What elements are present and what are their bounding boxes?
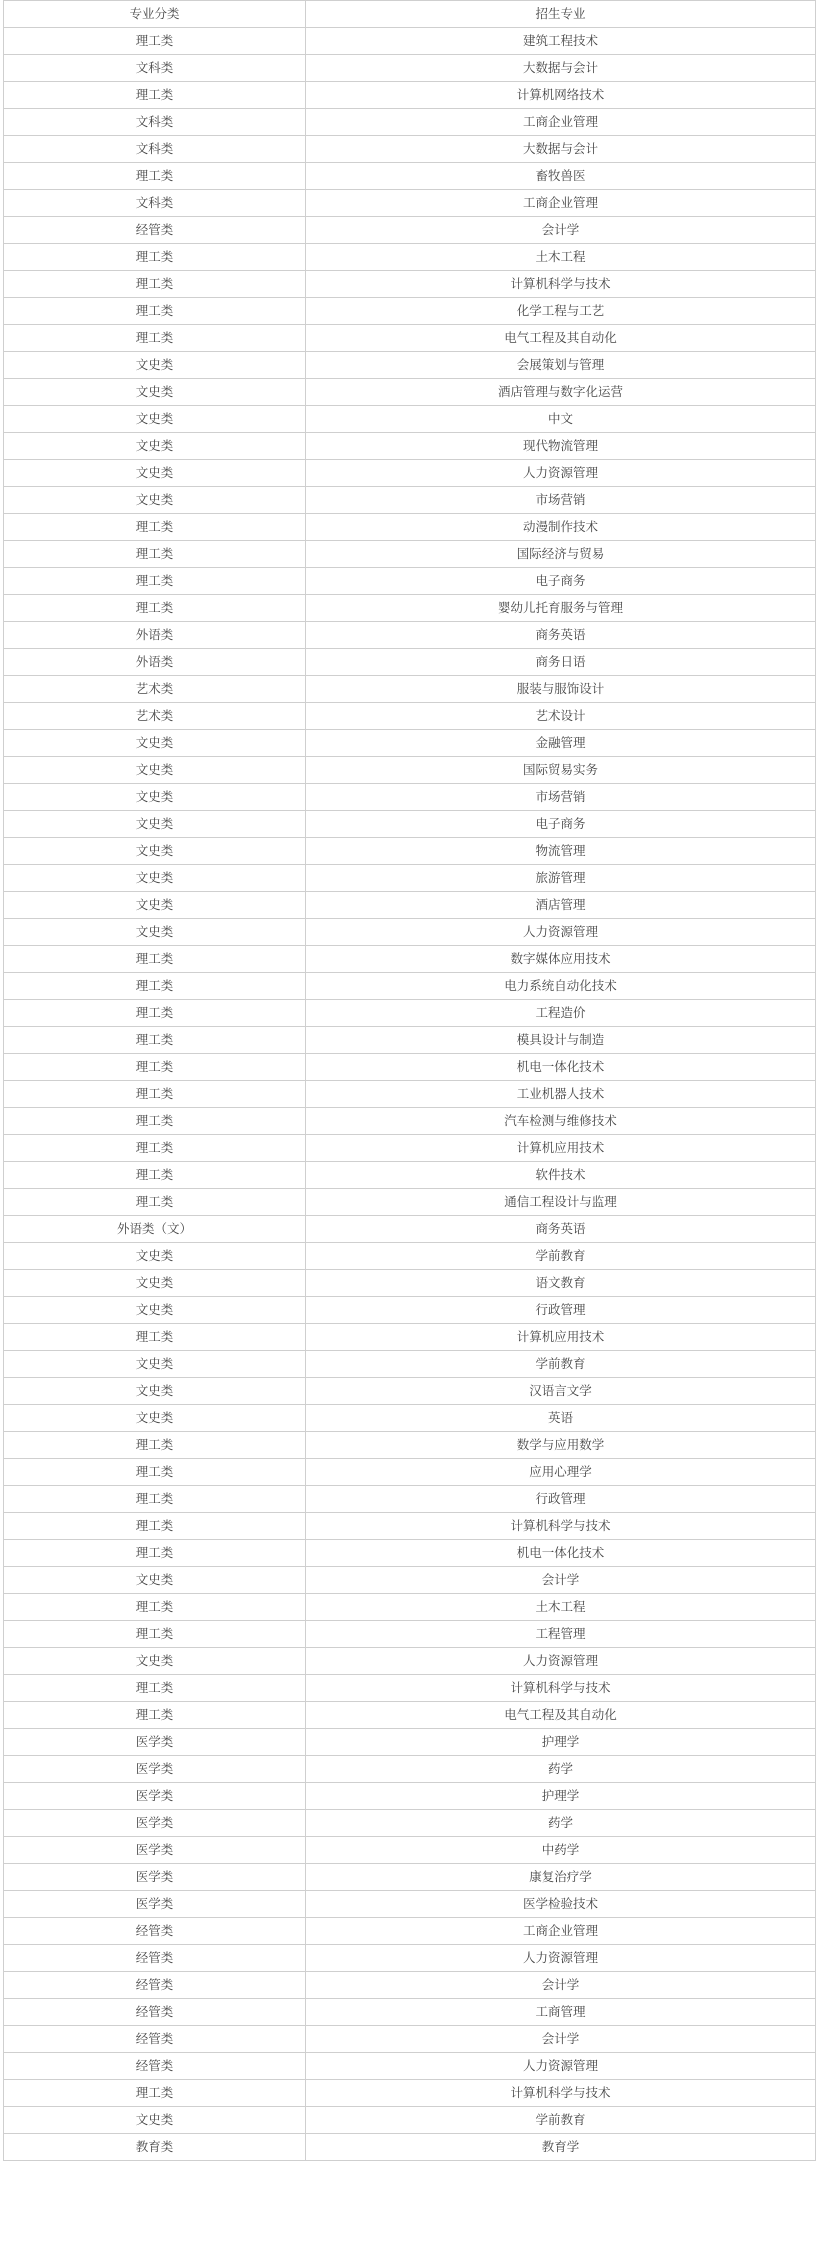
major-cell: 国际经济与贸易 [306, 541, 816, 568]
table-row [4, 2134, 816, 2161]
category-cell: 文科类 [4, 136, 306, 163]
major-cell: 电气工程及其自动化 [306, 1702, 816, 1729]
major-cell: 汽车检测与维修技术 [306, 1108, 816, 1135]
table-row [4, 703, 816, 730]
major-cell: 计算机科学与技术 [306, 1675, 816, 1702]
major-cell: 土木工程 [306, 244, 816, 271]
category-cell: 理工类 [4, 1459, 306, 1486]
major-cell: 工程管理 [306, 1621, 816, 1648]
major-cell: 学前教育 [306, 1243, 816, 1270]
category-cell: 艺术类 [4, 703, 306, 730]
major-cell: 人力资源管理 [306, 919, 816, 946]
major-cell: 建筑工程技术 [306, 28, 816, 55]
category-cell: 文史类 [4, 379, 306, 406]
category-cell: 医学类 [4, 1783, 306, 1810]
major-cell: 人力资源管理 [306, 1945, 816, 1972]
major-cell: 数字媒体应用技术 [306, 946, 816, 973]
major-cell: 电气工程及其自动化 [306, 325, 816, 352]
category-cell: 理工类 [4, 973, 306, 1000]
table-row [4, 541, 816, 568]
major-cell: 计算机科学与技术 [306, 271, 816, 298]
category-cell: 理工类 [4, 298, 306, 325]
major-cell: 护理学 [306, 1783, 816, 1810]
major-cell: 工程造价 [306, 1000, 816, 1027]
table-row [4, 271, 816, 298]
major-cell: 护理学 [306, 1729, 816, 1756]
table-row [4, 1486, 816, 1513]
category-cell: 文史类 [4, 1297, 306, 1324]
category-cell: 理工类 [4, 946, 306, 973]
category-cell: 文史类 [4, 1648, 306, 1675]
category-cell: 理工类 [4, 1162, 306, 1189]
table-row [4, 325, 816, 352]
major-cell: 会计学 [306, 217, 816, 244]
category-cell: 文史类 [4, 433, 306, 460]
table-row [4, 136, 816, 163]
category-cell: 文史类 [4, 1567, 306, 1594]
major-cell: 模具设计与制造 [306, 1027, 816, 1054]
category-cell: 医学类 [4, 1837, 306, 1864]
table-row [4, 2026, 816, 2053]
table-row [4, 595, 816, 622]
table-body [4, 28, 816, 2161]
table-row [4, 1810, 816, 1837]
major-cell: 行政管理 [306, 1486, 816, 1513]
major-cell: 药学 [306, 1810, 816, 1837]
category-cell: 经管类 [4, 1999, 306, 2026]
category-cell: 经管类 [4, 2053, 306, 2080]
category-cell: 文科类 [4, 55, 306, 82]
table-row [4, 82, 816, 109]
category-cell: 理工类 [4, 1054, 306, 1081]
table-row [4, 1081, 816, 1108]
major-cell: 旅游管理 [306, 865, 816, 892]
table-row [4, 1999, 816, 2026]
category-cell: 理工类 [4, 1135, 306, 1162]
table-row [4, 109, 816, 136]
major-cell: 畜牧兽医 [306, 163, 816, 190]
category-cell: 文史类 [4, 811, 306, 838]
major-cell: 动漫制作技术 [306, 514, 816, 541]
header-major: 招生专业 [306, 1, 816, 28]
category-cell: 文史类 [4, 784, 306, 811]
major-cell: 计算机应用技术 [306, 1135, 816, 1162]
major-cell: 会展策划与管理 [306, 352, 816, 379]
table-row [4, 838, 816, 865]
category-cell: 文史类 [4, 865, 306, 892]
major-cell: 计算机网络技术 [306, 82, 816, 109]
category-cell: 理工类 [4, 1324, 306, 1351]
category-cell: 经管类 [4, 1945, 306, 1972]
major-cell: 土木工程 [306, 1594, 816, 1621]
major-cell: 医学检验技术 [306, 1891, 816, 1918]
major-cell: 中文 [306, 406, 816, 433]
category-cell: 文科类 [4, 109, 306, 136]
table-row [4, 1621, 816, 1648]
major-cell: 大数据与会计 [306, 55, 816, 82]
table-row [4, 1000, 816, 1027]
category-cell: 理工类 [4, 568, 306, 595]
category-cell: 文史类 [4, 487, 306, 514]
major-cell: 金融管理 [306, 730, 816, 757]
table-row [4, 379, 816, 406]
table-row [4, 190, 816, 217]
category-cell: 经管类 [4, 217, 306, 244]
table-row [4, 1702, 816, 1729]
table-row [4, 352, 816, 379]
major-cell: 艺术设计 [306, 703, 816, 730]
table-row [4, 217, 816, 244]
category-cell: 理工类 [4, 1108, 306, 1135]
category-cell: 文史类 [4, 892, 306, 919]
category-cell: 外语类（文） [4, 1216, 306, 1243]
category-cell: 文史类 [4, 919, 306, 946]
table-header [4, 1, 816, 28]
category-cell: 文史类 [4, 1243, 306, 1270]
category-cell: 理工类 [4, 1081, 306, 1108]
category-cell: 理工类 [4, 244, 306, 271]
category-cell: 经管类 [4, 2026, 306, 2053]
major-cell: 应用心理学 [306, 1459, 816, 1486]
table-row [4, 1378, 816, 1405]
table-row [4, 1027, 816, 1054]
major-cell: 机电一体化技术 [306, 1054, 816, 1081]
category-cell: 文史类 [4, 1378, 306, 1405]
major-cell: 行政管理 [306, 1297, 816, 1324]
table-row [4, 1729, 816, 1756]
table-row [4, 1756, 816, 1783]
table-row [4, 973, 816, 1000]
table-row [4, 2080, 816, 2107]
table-row [4, 1243, 816, 1270]
table-row [4, 946, 816, 973]
major-cell: 学前教育 [306, 1351, 816, 1378]
table-row [4, 460, 816, 487]
major-cell: 人力资源管理 [306, 1648, 816, 1675]
table-row [4, 55, 816, 82]
major-cell: 会计学 [306, 1567, 816, 1594]
table-row [4, 406, 816, 433]
category-cell: 理工类 [4, 1702, 306, 1729]
category-cell: 文史类 [4, 1270, 306, 1297]
category-cell: 理工类 [4, 325, 306, 352]
category-cell: 外语类 [4, 622, 306, 649]
major-cell: 语文教育 [306, 1270, 816, 1297]
table-row [4, 1864, 816, 1891]
table-row [4, 1837, 816, 1864]
category-cell: 理工类 [4, 541, 306, 568]
table-row [4, 757, 816, 784]
major-cell: 电力系统自动化技术 [306, 973, 816, 1000]
major-cell: 工商管理 [306, 1999, 816, 2026]
major-cell: 康复治疗学 [306, 1864, 816, 1891]
major-cell: 数学与应用数学 [306, 1432, 816, 1459]
table-row [4, 1945, 816, 1972]
major-cell: 商务英语 [306, 1216, 816, 1243]
major-cell: 机电一体化技术 [306, 1540, 816, 1567]
table-row [4, 244, 816, 271]
majors-table [3, 0, 816, 2161]
category-cell: 经管类 [4, 1918, 306, 1945]
table-row [4, 1891, 816, 1918]
major-cell: 物流管理 [306, 838, 816, 865]
category-cell: 文史类 [4, 757, 306, 784]
major-cell: 化学工程与工艺 [306, 298, 816, 325]
category-cell: 文史类 [4, 406, 306, 433]
major-cell: 电子商务 [306, 811, 816, 838]
category-cell: 医学类 [4, 1810, 306, 1837]
major-cell: 英语 [306, 1405, 816, 1432]
category-cell: 理工类 [4, 1594, 306, 1621]
category-cell: 理工类 [4, 595, 306, 622]
major-cell: 服装与服饰设计 [306, 676, 816, 703]
category-cell: 文史类 [4, 838, 306, 865]
table-row [4, 1135, 816, 1162]
category-cell: 文史类 [4, 2107, 306, 2134]
table-row [4, 487, 816, 514]
category-cell: 理工类 [4, 82, 306, 109]
category-cell: 医学类 [4, 1756, 306, 1783]
major-cell: 人力资源管理 [306, 2053, 816, 2080]
major-cell: 工商企业管理 [306, 190, 816, 217]
major-cell: 中药学 [306, 1837, 816, 1864]
table-row [4, 568, 816, 595]
category-cell: 理工类 [4, 1189, 306, 1216]
table-row [4, 919, 816, 946]
major-cell: 工商企业管理 [306, 1918, 816, 1945]
major-cell: 商务英语 [306, 622, 816, 649]
category-cell: 理工类 [4, 271, 306, 298]
table-row [4, 1783, 816, 1810]
table-row [4, 298, 816, 325]
table-row [4, 811, 816, 838]
major-cell: 酒店管理与数字化运营 [306, 379, 816, 406]
major-cell: 酒店管理 [306, 892, 816, 919]
category-cell: 理工类 [4, 2080, 306, 2107]
category-cell: 理工类 [4, 1486, 306, 1513]
table-row [4, 1216, 816, 1243]
table-row [4, 676, 816, 703]
major-cell: 婴幼儿托育服务与管理 [306, 595, 816, 622]
table-row [4, 2053, 816, 2080]
category-cell: 医学类 [4, 1891, 306, 1918]
category-cell: 理工类 [4, 163, 306, 190]
table-row [4, 1108, 816, 1135]
table-row [4, 1297, 816, 1324]
major-cell: 市场营销 [306, 784, 816, 811]
table-row [4, 784, 816, 811]
major-cell: 市场营销 [306, 487, 816, 514]
table-row [4, 1594, 816, 1621]
major-cell: 会计学 [306, 2026, 816, 2053]
table-row [4, 730, 816, 757]
category-cell: 文史类 [4, 460, 306, 487]
major-cell: 大数据与会计 [306, 136, 816, 163]
table-row [4, 1675, 816, 1702]
major-cell: 计算机科学与技术 [306, 2080, 816, 2107]
major-cell: 会计学 [306, 1972, 816, 1999]
table-row [4, 1513, 816, 1540]
category-cell: 文史类 [4, 1351, 306, 1378]
header-category: 专业分类 [4, 1, 306, 28]
category-cell: 理工类 [4, 1540, 306, 1567]
major-cell: 商务日语 [306, 649, 816, 676]
table-row [4, 1540, 816, 1567]
major-cell: 学前教育 [306, 2107, 816, 2134]
major-cell: 人力资源管理 [306, 460, 816, 487]
category-cell: 外语类 [4, 649, 306, 676]
major-cell: 工业机器人技术 [306, 1081, 816, 1108]
category-cell: 文史类 [4, 730, 306, 757]
table-row [4, 28, 816, 55]
table-row [4, 1567, 816, 1594]
table-row [4, 1918, 816, 1945]
category-cell: 文史类 [4, 1405, 306, 1432]
category-cell: 理工类 [4, 514, 306, 541]
table-row [4, 1648, 816, 1675]
major-cell: 软件技术 [306, 1162, 816, 1189]
table-row [4, 622, 816, 649]
category-cell: 理工类 [4, 1513, 306, 1540]
major-cell: 计算机科学与技术 [306, 1513, 816, 1540]
table-row [4, 649, 816, 676]
major-cell: 药学 [306, 1756, 816, 1783]
major-cell: 通信工程设计与监理 [306, 1189, 816, 1216]
table-row [4, 1054, 816, 1081]
table-row [4, 1405, 816, 1432]
major-cell: 国际贸易实务 [306, 757, 816, 784]
major-cell: 工商企业管理 [306, 109, 816, 136]
category-cell: 医学类 [4, 1864, 306, 1891]
major-cell: 电子商务 [306, 568, 816, 595]
major-cell: 计算机应用技术 [306, 1324, 816, 1351]
table-row [4, 1324, 816, 1351]
table-row [4, 865, 816, 892]
category-cell: 文科类 [4, 190, 306, 217]
category-cell: 理工类 [4, 1027, 306, 1054]
header-row [4, 1, 816, 28]
major-cell: 汉语言文学 [306, 1378, 816, 1405]
table-row [4, 1351, 816, 1378]
table-row [4, 892, 816, 919]
category-cell: 理工类 [4, 1675, 306, 1702]
category-cell: 医学类 [4, 1729, 306, 1756]
table-row [4, 163, 816, 190]
major-cell: 教育学 [306, 2134, 816, 2161]
category-cell: 理工类 [4, 1432, 306, 1459]
category-cell: 文史类 [4, 352, 306, 379]
table-row [4, 1162, 816, 1189]
category-cell: 理工类 [4, 28, 306, 55]
table-row [4, 1432, 816, 1459]
category-cell: 教育类 [4, 2134, 306, 2161]
table-row [4, 433, 816, 460]
major-cell: 现代物流管理 [306, 433, 816, 460]
table-row [4, 1270, 816, 1297]
table-row [4, 2107, 816, 2134]
category-cell: 理工类 [4, 1000, 306, 1027]
category-cell: 艺术类 [4, 676, 306, 703]
table-row [4, 514, 816, 541]
table-row [4, 1972, 816, 1999]
category-cell: 理工类 [4, 1621, 306, 1648]
table-row [4, 1459, 816, 1486]
category-cell: 经管类 [4, 1972, 306, 1999]
table-row [4, 1189, 816, 1216]
